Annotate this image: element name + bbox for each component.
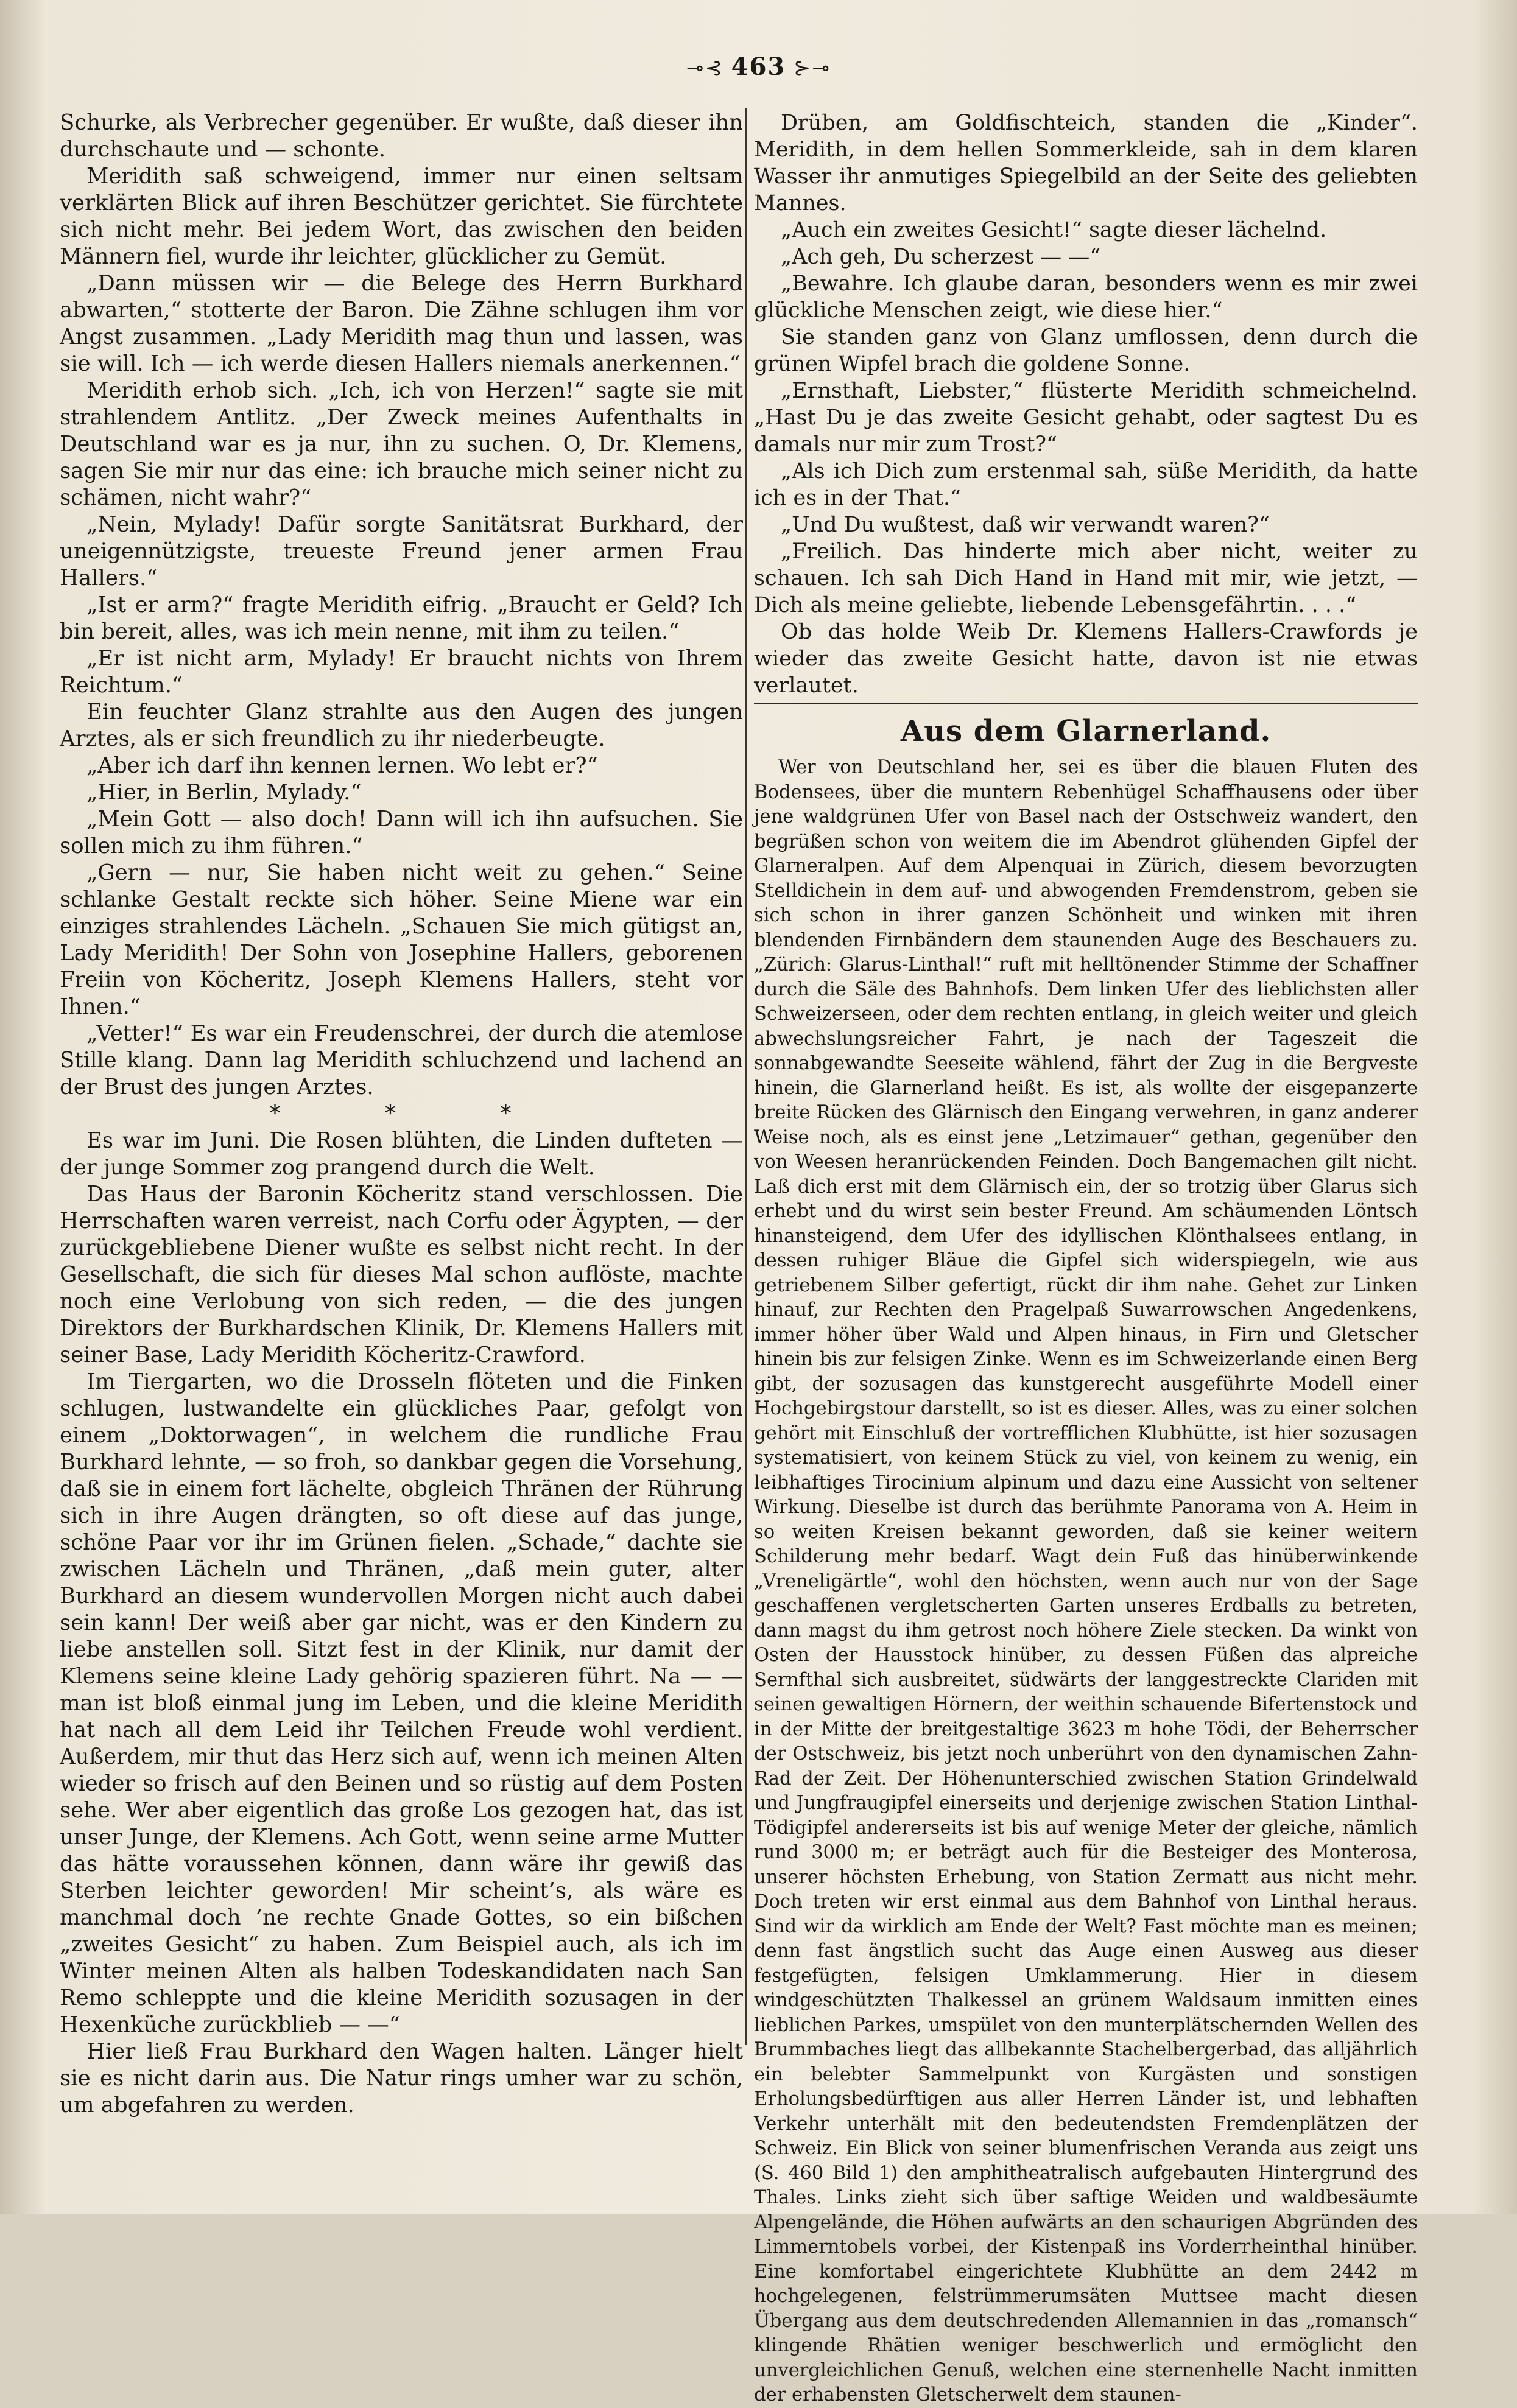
article-paragraph: Wer von Deutschland her, sei es über die blauen Fluten des Bodensees, über die muntern Rebenhügel Schaffhausens oder über jene waldgrünen Ufer von Basel nach der Ostschweiz wandert, den begrüßen schon von weitem die im Abendrot glühenden Gipfel der Glarneralpen. Auf dem Alpenquai in Zürich, diesem bevorzugten Stelldichein in dem auf- und abwogenden Fremdenstrom, geben sie sich schon in ihrer ganzen Schönheit und winken mit ihren blendenden Firnbändern dem staunenden Auge des Beschauers zu. „Zürich: Glarus-Linthal!“ ruft mit helltönender Stimme der Schaffner durch die Säle des Bahnhofs. Dem linken Ufer des lieblichsten aller Schweizerseen, oder dem rechten entlang, in gleich weiter und gleich abwechslungsreicher Fahrt, je nach der Tageszeit die sonnabgewandte Seeseite wählend, fährt der Zug in die Bergveste hinein, die Glarnerland heißt. Es ist, als wollte der eisgepanzerte breite Rücken des Glärnisch den Eingang verwehren, in ganz anderer Weise noch, als es einst jene „Letzimauer“ gethan, gegenüber den von Weesen heranrückenden Feinden. Doch Bangemachen gilt nicht. Laß dich erst mit dem Glärnisch ein, der so trotzig über Glarus sich erhebt und du wirst sein bester Freund. Am schäumenden Löntsch hinansteigend, dem Ufer des idyllischen Klönthalsees entlang, in dessen ruhiger Bläue die Gipfel sich widerspiegeln, wie aus getriebenem Silber gefertigt, rückt dir ihm nahe. Gehet zur Linken hinauf, zur Rechten den Pragelpaß Suwarrowschen Angedenkens, immer höher über Wald und Alpen hinaus, in Firn und Gletscher hinein bis zur felsigen Zinke. Wenn es im Schweizerlande einen Berg gibt, der sozusagen das kunstgerecht ausgeführte Modell einer Hochgebirgstour darstellt, so ist es dieser. Alles, was zu einer solchen gehört mit Einschluß der vortrefflichen Klubhütte, ist hier sozusagen systematisiert, von keinem Stück zu viel, von keinem zu wenig, ein leibhaftiges Tirocinium alpinum und dazu eine Aussicht von seltener Wirkung. Dieselbe ist durch das berühmte Panorama von A. Heim in so weiten Kreisen bekannt geworden, daß sie keiner weitern Schilderung mehr bedarf. Wagt dein Fuß das hinüberwinkende „Vreneligärtle“, wohl den höchsten, wenn auch nur von der Sage geschaffenen vergletscherten Garten unseres Erdballs zu betreten, dann magst du ihm getrost noch höhere Ziele stecken. Da winkt von Osten der Hausstock hinüber, zu dessen Füßen das alpreiche Sernfthal sich ausbreitet, südwärts der langgestreckte Clariden mit seinen gewaltigen Hörnern, der weithin schauende Bifertenstock und in der Mitte der breitgestaltige 3623 m hohe Tödi, der Beherrscher der Ostschweiz, bis jetzt noch unberührt von den dynamischen Zahn-Rad der Zeit. Der Höhenunterschied zwischen Station Grindelwald und Jungfraugipfel einerseits und derjenige zwischen Station Linthal-Tödigipfel andererseits ist bis auf wenige Meter der gleiche, nämlich rund 3000 m; er beträgt auch für die Besteiger des Monterosa, unserer höchsten Erhebung, von Station Zermatt aus nicht mehr. Doch treten wir erst einmal aus dem Bahnhof von Linthal heraus. Sind wir da wirklich am Ende der Welt? Fast möchte man es meinen; denn fast ängstlich sucht das Auge einen Ausweg aus dieser festgefügten, felsigen Umklammerung. Hier in diesem windgeschützten Thalkessel an grünem Waldsaum inmitten eines lieblichen Parkes, umspület von den munterplätschernden Wellen des Brummbaches liegt das allbekannte Stachelbergerbad, das alljährlich ein belebter Sammelpunkt von Kurgästen und sonstigen Erholungsbedürftigen aus aller Herren Länder ist, und lebhaften Verkehr unterhält mit den bedeutendsten Fremdenplätzen der Schweiz. Ein Blick von seiner blumenfrischen Veranda aus zeigt uns (S. 460 Bild 1) den amphitheatralisch aufgebauten Hintergrund des Thales. Links zieht sich über saftige Weiden und waldbesäumte Alpengelände, die Höhen aufwärts an den schaurigen Abgründen des Limmerntobels vorbei, der Kistenpaß ins Vorderrheinthal hinüber. Eine komfortabel eingerichtete Klubhütte an dem 2442 m hochgelegenen, felstrümmerumsäten Muttsee macht diesen Übergang aus dem deutschredenden Allemannien in das „romansch“ klingende Rhätien weniger beschwerlich und ermöglicht den unvergleichlichen Genuß, welchen eine sternenhelle Nacht inmitten der erhabensten Gletscherwelt dem staunen-: [754, 757, 1418, 2406]
paragraph: Sie standen ganz von Glanz umflossen, denn durch die grünen Wipfel brach die goldene Sonne.: [754, 325, 1418, 376]
section-rule: [754, 703, 1418, 704]
paragraph: „Freilich. Das hinderte mich aber nicht, weiter zu schauen. Ich sah Dich Hand in Hand mit mir, wie jetzt, — Dich als meine geliebte, liebende Lebensgefährtin. . . .“: [754, 539, 1418, 617]
paragraph: „Vetter!“ Es war ein Freudenschrei, der durch die atemlose Stille klang. Dann lag Meridith schluchzend und lachend an der Brust des jungen Arztes.: [60, 1021, 743, 1100]
paragraph: „Mein Gott — also doch! Dann will ich ihn aufsuchen. Sie sollen mich zu ihm führen.“: [60, 807, 743, 858]
folio-ornament-right: ⊱⊸: [786, 56, 831, 80]
paragraph: „Ernsthaft, Liebster,“ flüsterte Meridith schmeichelnd. „Hast Du je das zweite Gesicht gehabt, oder sagtest Du es damals nur mir zum Trost?“: [754, 379, 1418, 457]
paragraph: „Gern — nur, Sie haben nicht weit zu gehen.“ Seine schlanke Gestalt reckte sich höher. Seine Miene war ein einziges strahlendes Lächeln. „Schauen Sie mich gütigst an, Lady Meridith! Der Sohn von Josephine Hallers, geborenen Freiin von Köcheritz, Joseph Klemens Hallers, steht vor Ihnen.“: [60, 860, 743, 1019]
paragraph: „Ach geh, Du scherzest — —“: [781, 245, 1101, 269]
paragraph: „Bewahre. Ich glaube daran, besonders wenn es mir zwei glückliche Menschen zeigt, wie diese hier.“: [754, 272, 1418, 323]
paragraph: Ein feuchter Glanz strahlte aus den Augen des jungen Arztes, als er sich freundlich zu ihr niederbeugte.: [60, 700, 743, 751]
paragraph: Hier ließ Frau Burkhard den Wagen halten. Länger hielt sie es nicht darin aus. Die Natur rings umher war zu schön, um abgefahren zu werden.: [60, 2039, 743, 2118]
paragraph: Ob das holde Weib Dr. Klemens Hallers-Crawfords je wieder das zweite Gesicht hatte, davon ist nie etwas verlautet.: [754, 620, 1418, 698]
paragraph: Es war im Juni. Die Rosen blühten, die Linden dufteten — der junge Sommer zog prangend durch die Welt.: [60, 1128, 743, 1180]
left-column: [60, 110, 743, 2119]
paragraph: Meridith saß schweigend, immer nur einen seltsam verklärten Blick auf ihren Beschützer gerichtet. Sie fürchtete sich nicht mehr. Bei jedem Wort, das zwischen den beiden Männern fiel, wurde ihr leichter, glücklicher zu Gemüt.: [60, 164, 743, 269]
paragraph: „Aber ich darf ihn kennen lernen. Wo lebt er?“: [86, 753, 598, 778]
paragraph: „Und Du wußtest, daß wir verwandt waren?“: [781, 513, 1270, 537]
paragraph: Das Haus der Baronin Köcheritz stand verschlossen. Die Herrschaften waren verreist, nach Corfu oder Ägypten, — der zurückgebliebene Diener wußte es selbst nicht recht. In der Gesellschaft, die sich für dieses Mal schon auflöste, machte noch eine Verlobung von sich reden, — die des jungen Direktors der Burkhardschen Klinik, Dr. Klemens Hallers mit seiner Base, Lady Meridith Köcheritz-Crawford.: [60, 1182, 743, 1367]
paragraph: Schurke, als Verbrecher gegenüber. Er wußte, daß dieser ihn durchschaute und — schonte.: [60, 110, 743, 162]
paragraph: „Ist er arm?“ fragte Meridith eifrig. „Braucht er Geld? Ich bin bereit, alles, was ich mein nenne, mit ihm zu teilen.“: [60, 592, 743, 644]
paragraph: „Als ich Dich zum erstenmal sah, süße Meridith, da hatte ich es in der That.“: [754, 459, 1418, 510]
folio-ornament-left: ⊸⊰: [686, 56, 731, 80]
paragraph: „Nein, Mylady! Dafür sorgte Sanitätsrat Burkhard, der uneigennützigste, treueste Freund jener armen Frau Hallers.“: [60, 512, 743, 591]
right-column: [754, 110, 1418, 2408]
page-number: [0, 52, 1517, 81]
page-number-text: 463: [731, 52, 786, 81]
paragraph: Drüben, am Goldfischteich, standen die „Kinder“. Meridith, in dem hellen Sommerkleide, sah in dem klaren Wasser ihr anmutiges Spiegelbild an der Seite des geliebten Mannes.: [754, 111, 1418, 216]
paragraph: „Er ist nicht arm, Mylady! Er braucht nichts von Ihrem Reichtum.“: [60, 646, 743, 698]
paragraph: „Hier, in Berlin, Mylady.“: [86, 780, 362, 805]
paragraph: Im Tiergarten, wo die Drosseln flöteten und die Finken schlugen, lustwandelte ein glückliches Paar, gefolgt von einem „Doktorwagen“, in welchem die rundliche Frau Burkhard lehnte, — so froh, so dankbar gegen die Vorsehung, daß sie in einem fort lächelte, obgleich Thränen der Rührung sich in ihre Augen drängten, so oft diese auf das junge, schöne Paar vor ihr im Grünen fielen. „Schade,“ dachte sie zwischen Lächeln und Thränen, „daß mein guter, alter Burkhard an diesem wundervollen Morgen nicht auch dabei sein kann! Der weiß aber gar nicht, was er den Kindern zu liebe anstellen soll. Sitzt fest in der Klinik, nur damit der Klemens seine kleine Lady gehörig spazieren führt. Na — — man ist bloß einmal jung im Leben, und die kleine Meridith hat nach all dem Leid ihr Teilchen Freude wohl verdient. Außerdem, mir thut das Herz sich auf, wenn ich meinen Alten wieder so frisch auf den Beinen und so rüstig auf dem Posten sehe. Wer aber eigentlich das große Los gezogen hat, das ist unser Junge, der Klemens. Ach Gott, wenn seine arme Mutter das hätte voraussehen können, dann wäre ihr gewiß das Sterben leichter geworden! Mir scheint’s, als wäre es manchmal doch ’ne rechte Gnade Gottes, so ein bißchen „zweites Gesicht“ zu haben. Zum Beispiel auch, als ich im Winter meinen Alten als halben Todeskandidaten nach San Remo schleppte und die kleine Meridith sozusagen in der Hexenküche zurückblieb — —“: [60, 1369, 743, 2037]
section-title: Aus dem Glarnerland.: [900, 714, 1272, 748]
section-separator: * * *: [269, 1101, 560, 1126]
paragraph: „Dann müssen wir — die Belege des Herrn Burkhard abwarten,“ stotterte der Baron. Die Zähne schlugen ihm vor Angst zusammen. „Lady Meridith mag thun und lassen, was sie will. Ich — ich werde diesen Hallers niemals anerkennen.“: [60, 271, 743, 376]
column-divider: [745, 108, 747, 2045]
paragraph: Meridith erhob sich. „Ich, ich von Herzen!“ sagte sie mit strahlendem Antlitz. „Der Zweck meines Aufenthalts in Deutschland war es ja nur, ihn zu suchen. O, Dr. Klemens, sagen Sie mir nur das eine: ich brauche mich seiner nicht zu schämen, nicht wahr?“: [60, 378, 743, 510]
paragraph: „Auch ein zweites Gesicht!“ sagte dieser lächelnd.: [781, 218, 1327, 242]
